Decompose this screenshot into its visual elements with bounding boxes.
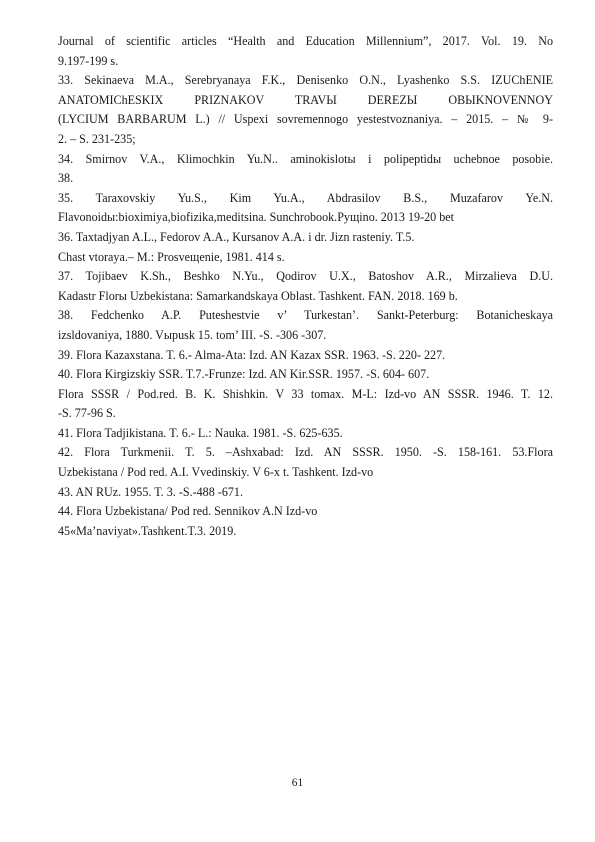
text-line: 38. [58, 171, 74, 186]
text-line: 45«Ma’naviyat».Tashkent.T.3. 2019. [58, 523, 237, 538]
text-line: 38. Fedchenko A.P. Puteshestvie v’ Turkestan’. Sankt-Peterburg: Botanicheskaya [58, 308, 553, 323]
text-line: Flora SSSR / Pod.red. B. K. Shishkin. V 33 tomax. M-L: Izd-vo AN SSSR. 1946. T. 12. [58, 386, 553, 401]
text-line: (LYCIUM BARBARUM L.) // Uspexi sovremennogo yestestvoznaniya. – 2015. – № 9- [58, 112, 553, 127]
text-line: ANATOMIChESKIX PRIZNAKOV TRAVЫ DEREZЫ OBЫKNOVENNOY [58, 92, 553, 107]
text-line: 2. – S. 231-235; [58, 131, 136, 146]
text-line: 43. AN RUz. 1955. T. 3. -S.-488 -671. [58, 484, 243, 499]
text-line: Uzbekistana / Pod red. A.I. Vvedinskiy. V 6-x t. Tashkent. Izd-vo [58, 465, 374, 480]
text-line: 37. Tojibaev K.Sh., Beshko N.Yu., Qodirov U.X., Batoshov A.R., Mirzalieva D.U. [58, 269, 553, 284]
document-page [58, 32, 553, 541]
text-line: 36. Taxtadjyan A.L., Fedorov A.A., Kursanov A.A. i dr. Jizn rasteniy. T.5. [58, 229, 415, 244]
text-line: 39. Flora Kazaxstana. T. 6.- Alma-Ata: Izd. AN Kazax SSR. 1963. -S. 220- 227. [58, 347, 446, 362]
text-line: 9.197-199 s. [58, 53, 119, 68]
text-line: 33. Sekinaeva M.A., Serebryanaya F.K., Denisenko O.N., Lyashenko S.S. IZUChENIE [58, 73, 553, 88]
text-line: 44. Flora Uzbekistana/ Pod red. Sennikov A.N Izd-vo [58, 504, 318, 519]
text-line: 40. Flora Kirgizskiy SSR. T.7.-Frunze: Izd. AN Kir.SSR. 1957. -S. 604- 607. [58, 367, 430, 382]
text-line: 34. Smirnov V.A., Klimochkin Yu.N.. aminokislotы i polipeptidы uchebnoe posobie. [58, 151, 553, 166]
text-line: Chast vtoraya.– M.: Prosveщenie, 1981. 414 s. [58, 249, 285, 264]
text-line: 42. Flora Turkmenii. T. 5. –Ashxabad: Izd. AN SSSR. 1950. -S. 158-161. 53.Flora [58, 445, 553, 460]
text-line: Kadastr Florы Uzbekistana: Samarkandskaya Oblast. Tashkent. FAN. 2018. 169 b. [58, 288, 458, 303]
text-line: izsldovaniya, 1880. Vыpusk 15. tom’ III. -S. -306 -307. [58, 327, 327, 342]
page-number: 61 [291, 777, 304, 789]
text-line: -S. 77-96 S. [58, 406, 116, 421]
text-line: 35. Taraxovskiy Yu.S., Kim Yu.A., Abdrasilov B.S., Muzafarov Ye.N. [58, 190, 553, 205]
text-line: 41. Flora Tadjikistana. T. 6.- L.: Nauka. 1981. -S. 625-635. [58, 425, 343, 440]
text-line: Flavonoidы:bioximiya,biofizika,meditsina. Sunchrobook.Pущino. 2013 19-20 bet [58, 210, 455, 225]
text-line: Journal of scientific articles “Health and Education Millennium”, 2017. Vol. 19. No [58, 34, 553, 48]
